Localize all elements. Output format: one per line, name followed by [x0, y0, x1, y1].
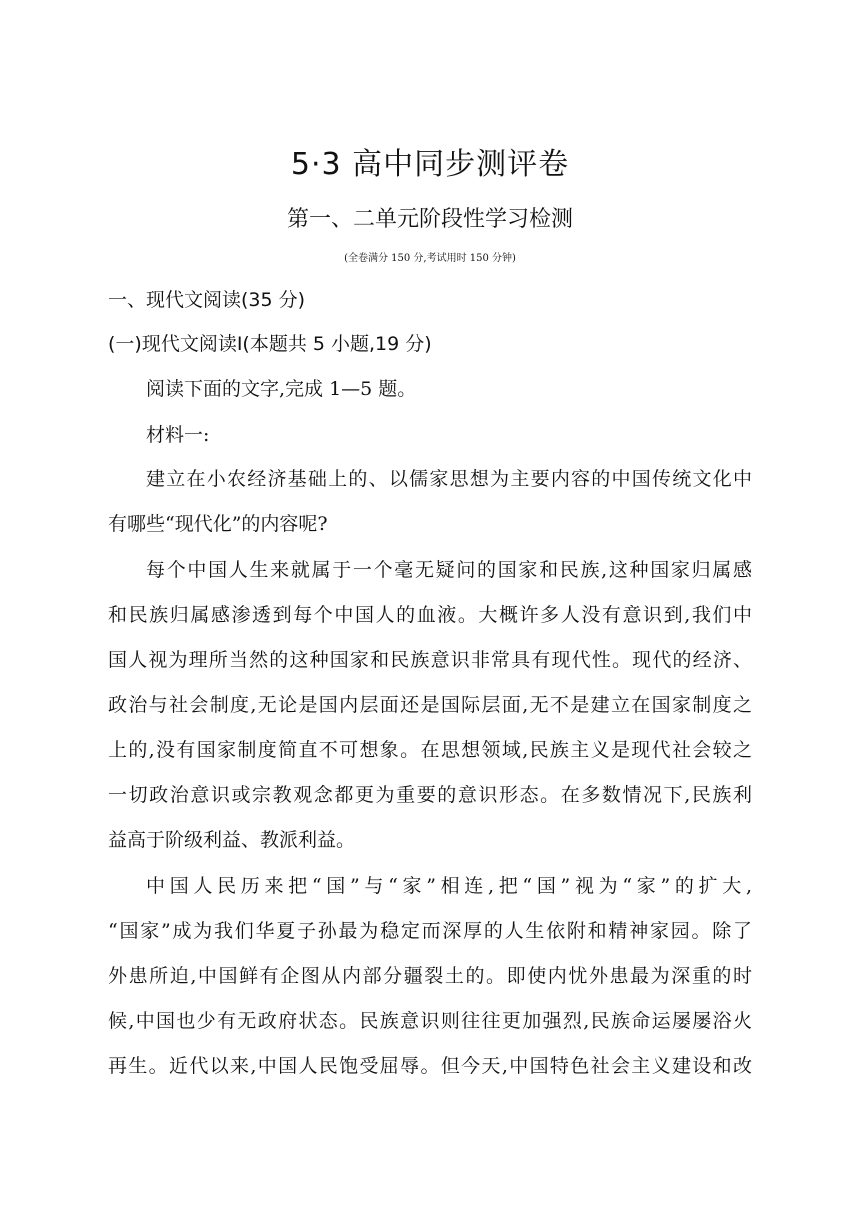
paragraph-line: 国人视为理所当然的这种国家和民族意识非常具有现代性。现代的经济、 [108, 649, 752, 671]
paragraph-line: 和民族归属感渗透到每个中国人的血液。大概许多人没有意识到,我们中 [108, 604, 752, 626]
paragraph-line: 建立在小农经济基础上的、以儒家思想为主要内容的中国传统文化中 [146, 468, 752, 490]
paragraph-line: 一切政治意识或宗教观念都更为重要的意识形态。在多数情况下,民族利 [108, 784, 752, 806]
material-label: 材料一: [146, 424, 210, 446]
paragraph-line: “国家”成为我们华夏子孙最为稳定而深厚的人生依附和精神家园。除了 [108, 920, 752, 942]
paragraph-line: 候,中国也少有无政府状态。民族意识则往往更加强烈,民族命运屡屡浴火 [108, 1010, 752, 1032]
paragraph-line: 中国人民历来把“国”与“家”相连,把“国”视为“家”的扩大, [146, 875, 752, 897]
paragraph-line: 每个中国人生来就属于一个毫无疑问的国家和民族,这种国家归属感 [146, 559, 752, 581]
paragraph-line: 再生。近代以来,中国人民饱受屈辱。但今天,中国特色社会主义建设和改 [108, 1055, 752, 1077]
paragraph-line: 有哪些“现代化”的内容呢? [108, 513, 328, 535]
paragraph-line: 外患所迫,中国鲜有企图从内部分疆裂土的。即使内忧外患最为深重的时 [108, 965, 752, 987]
paragraph-line: 益高于阶级利益、教派利益。 [108, 829, 356, 851]
paragraph-line: 政治与社会制度,无论是国内层面还是国际层面,无不是建立在国家制度之 [108, 694, 752, 716]
reading-instruction: 阅读下面的文字,完成 1—5 题。 [146, 378, 417, 400]
section-heading: 一、现代文阅读(35 分) [108, 289, 306, 311]
subsection-heading: (一)现代文阅读Ⅰ(本题共 5 小题,19 分) [108, 333, 432, 355]
exam-title: 5·3 高中同步测评卷 [290, 147, 570, 182]
exam-subtitle: 第一、二单元阶段性学习检测 [286, 207, 573, 232]
score-time-note: (全卷满分 150 分,考试用时 150 分钟) [344, 253, 516, 264]
paragraph-line: 上的,没有国家制度简直不可想象。在思想领域,民族主义是现代社会较之 [108, 739, 752, 761]
